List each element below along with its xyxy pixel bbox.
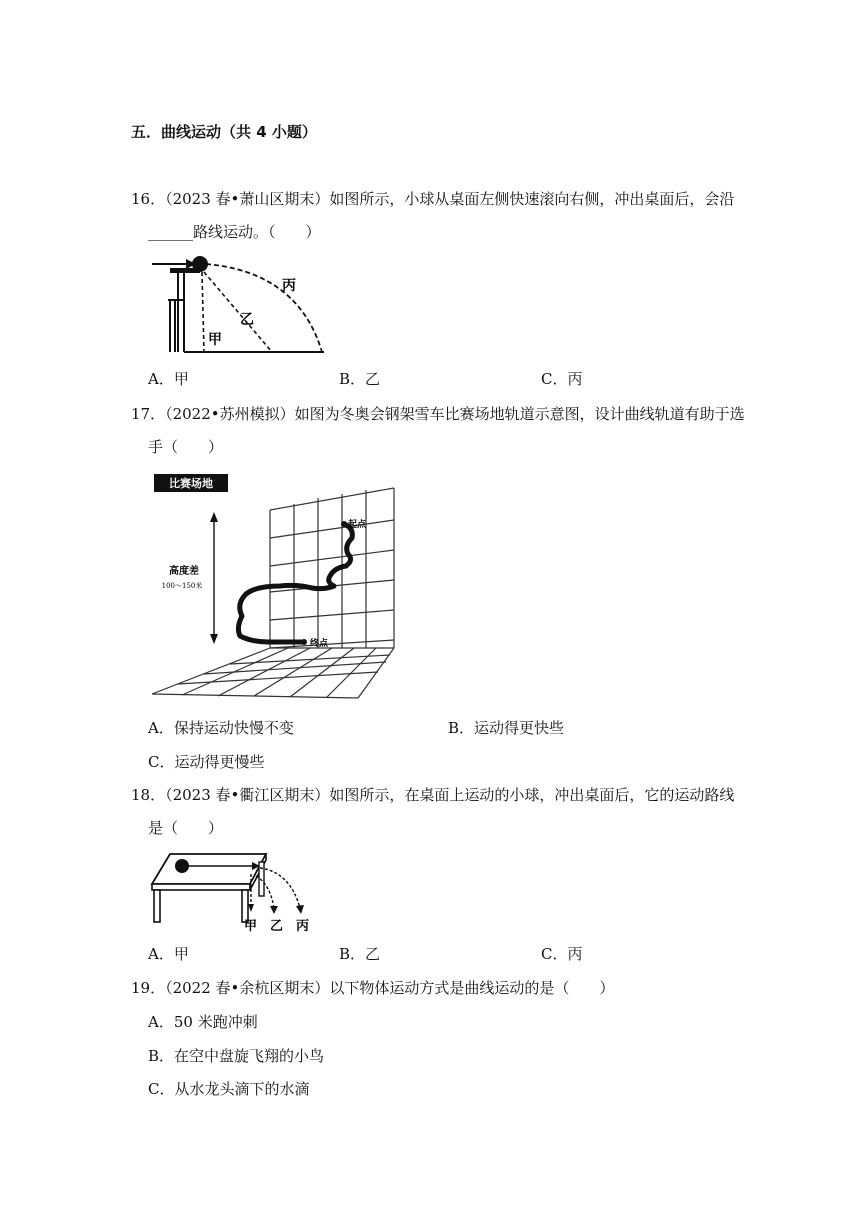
ball-icon [175,859,189,873]
q18-option-a[interactable]: A．甲 [148,945,189,963]
q16-stem-line2: ______路线运动。（ ） [148,223,321,241]
path-bing [260,868,300,908]
height-range: 100～150米 [161,582,203,590]
q17-option-b[interactable]: B．运动得更快些 [448,719,565,737]
q18-stem-line1: 18．（2023 春•衢江区期末）如图所示，在桌面上运动的小球，冲出桌面后，它的运动路线 [131,786,735,804]
floor-grid [152,648,394,698]
q18-figure [148,850,324,934]
start-dot [341,521,347,527]
table-top [152,854,266,884]
q17-option-c[interactable]: C．运动得更慢些 [148,753,265,771]
height-label: 高度差 [169,566,199,577]
q17-stem-line1: 17．（2022•苏州模拟）如图为冬奥会钢架雪车比赛场地轨道示意图，设计曲线轨道有助于选 [131,405,745,423]
q17-option-a[interactable]: A．保持运动快慢不变 [148,719,294,737]
section-title: 五．曲线运动（共 4 小题） [131,123,317,141]
label-bing: 丙 [282,278,296,294]
q19-option-c[interactable]: C．从水龙头滴下的水滴 [148,1080,310,1098]
path-jia [202,272,204,352]
q16-option-c[interactable]: C．丙 [541,370,583,388]
q19-option-b[interactable]: B．在空中盘旋飞翔的小鸟 [148,1047,325,1065]
start-label: 起点 [348,520,367,530]
q16-figure [148,252,338,360]
q16-stem-line1: 16．（2023 春•萧山区期末）如图所示，小球从桌面左侧快速滚向右侧，冲出桌面后，会沿 [131,190,735,208]
label-jia: 甲 [208,332,222,348]
end-dot [301,639,307,645]
path-bing [206,264,322,352]
q16-option-a[interactable]: A．甲 [148,370,189,388]
q16-option-b[interactable]: B．乙 [339,370,381,388]
q17-figure [148,470,410,706]
ball-icon [192,256,208,272]
q18-option-c[interactable]: C．丙 [541,945,583,963]
back-wall-grid [270,488,394,648]
label-yi: 乙 [270,919,284,934]
track-path [238,524,352,642]
label-yi: 乙 [240,312,254,328]
label-jia: 甲 [244,919,258,934]
figure-title: 比赛场地 [169,477,213,490]
q19-option-a[interactable]: A．50 米跑冲刺 [148,1013,258,1031]
end-label: 终点 [310,639,329,649]
label-bing: 丙 [296,919,310,934]
q18-option-b[interactable]: B．乙 [339,945,381,963]
q17-stem-line2: 手（ ） [148,438,224,456]
q19-stem: 19．（2022 春•余杭区期末）以下物体运动方式是曲线运动的是（ ） [131,979,615,997]
q18-stem-line2: 是（ ） [148,819,224,837]
